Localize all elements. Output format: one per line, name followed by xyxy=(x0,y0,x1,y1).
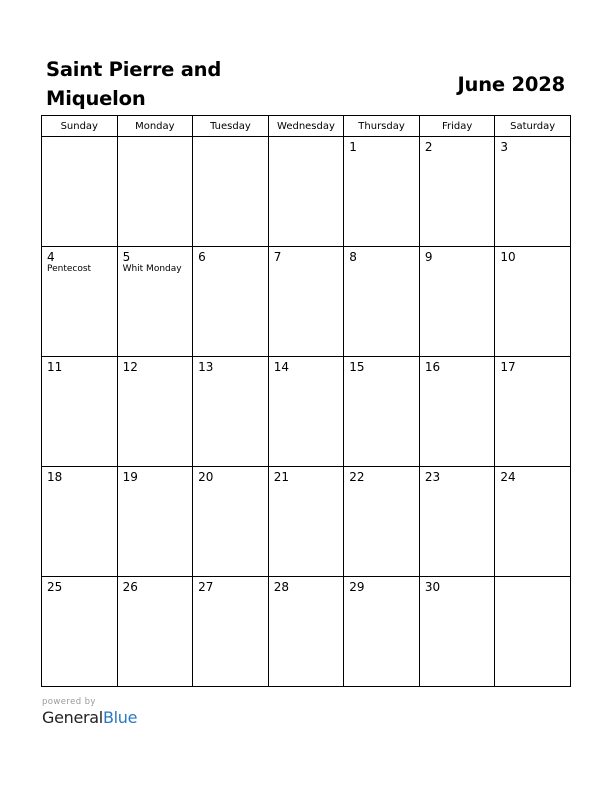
day-cell xyxy=(117,467,193,577)
day-number: 27 xyxy=(198,580,214,594)
day-number: 11 xyxy=(47,360,63,374)
day-number xyxy=(118,137,193,140)
weekday-header-row xyxy=(42,116,571,137)
day-cell xyxy=(193,137,269,247)
day-number: 23 xyxy=(424,470,441,484)
day-cell xyxy=(344,357,420,467)
day-number: 24 xyxy=(500,470,516,484)
day-number: 4 xyxy=(47,250,55,264)
week-row xyxy=(42,247,571,357)
holiday-label: Whit Monday xyxy=(122,264,182,274)
generalblue-logo[interactable] xyxy=(42,708,137,728)
day-cell xyxy=(419,247,495,357)
day-cell xyxy=(495,137,571,247)
day-cell xyxy=(193,247,269,357)
day-number: 28 xyxy=(273,580,289,594)
day-number xyxy=(495,577,570,580)
day-number: 18 xyxy=(47,470,63,484)
day-number: 10 xyxy=(500,250,516,264)
day-number: 17 xyxy=(500,360,516,374)
day-number: 14 xyxy=(273,360,289,374)
day-cell xyxy=(117,247,193,357)
calendar-grid xyxy=(41,115,571,687)
day-number: 26 xyxy=(122,580,138,594)
day-number: 19 xyxy=(122,470,138,484)
day-cell xyxy=(268,137,344,247)
day-number xyxy=(193,137,268,140)
day-cell xyxy=(42,467,118,577)
week-row xyxy=(42,137,571,247)
brand-part-general: General xyxy=(42,708,103,727)
day-number: 21 xyxy=(273,470,289,484)
powered-by-text: powered by xyxy=(42,697,96,707)
day-cell xyxy=(42,137,118,247)
day-cell xyxy=(193,467,269,577)
holiday-label: Pentecost xyxy=(47,264,92,274)
day-number: 30 xyxy=(424,580,441,594)
day-cell xyxy=(268,577,344,687)
day-number: 9 xyxy=(424,250,433,264)
day-cell xyxy=(495,357,571,467)
day-cell xyxy=(344,467,420,577)
day-number: 16 xyxy=(424,360,441,374)
day-cell xyxy=(344,137,420,247)
day-number: 13 xyxy=(198,360,214,374)
weekday-header: Friday xyxy=(419,116,495,137)
day-number: 6 xyxy=(198,250,206,264)
brand-part-blue: Blue xyxy=(102,708,138,727)
day-cell xyxy=(344,577,420,687)
day-number: 12 xyxy=(122,360,138,374)
weekday-header: Wednesday xyxy=(268,116,344,137)
weekday-header: Thursday xyxy=(344,116,420,137)
day-number: 8 xyxy=(349,250,357,264)
day-cell xyxy=(193,577,269,687)
day-number: 3 xyxy=(500,140,509,154)
day-cell xyxy=(419,357,495,467)
day-cell xyxy=(117,577,193,687)
day-number xyxy=(269,137,344,140)
day-cell xyxy=(419,577,495,687)
day-cell xyxy=(268,247,344,357)
day-number: 1 xyxy=(349,140,357,154)
day-cell xyxy=(419,137,495,247)
day-cell xyxy=(495,577,571,687)
weekday-header: Sunday xyxy=(42,116,118,137)
week-row xyxy=(42,577,571,687)
country-title: Saint Pierre and Miquelon xyxy=(46,58,222,110)
day-number: 25 xyxy=(47,580,63,594)
day-number xyxy=(42,137,117,140)
day-cell xyxy=(117,357,193,467)
day-cell xyxy=(268,357,344,467)
day-cell xyxy=(495,247,571,357)
day-number: 22 xyxy=(349,470,365,484)
week-row xyxy=(42,467,571,577)
day-number: 15 xyxy=(349,360,365,374)
day-cell xyxy=(117,137,193,247)
day-cell xyxy=(268,467,344,577)
day-number: 7 xyxy=(273,250,282,264)
day-number: 29 xyxy=(349,580,365,594)
day-cell xyxy=(42,247,118,357)
weekday-header: Saturday xyxy=(495,116,571,137)
day-cell xyxy=(42,577,118,687)
week-row xyxy=(42,357,571,467)
day-cell xyxy=(42,357,118,467)
weekday-header: Monday xyxy=(117,116,193,137)
day-number: 2 xyxy=(424,140,433,154)
weekday-header: Tuesday xyxy=(193,116,269,137)
footer-branding xyxy=(42,697,137,728)
day-cell xyxy=(193,357,269,467)
day-cell xyxy=(419,467,495,577)
day-number: 20 xyxy=(198,470,214,484)
day-number: 5 xyxy=(122,250,131,264)
day-cell xyxy=(344,247,420,357)
month-year-title: June 2028 xyxy=(457,73,565,96)
day-cell xyxy=(495,467,571,577)
